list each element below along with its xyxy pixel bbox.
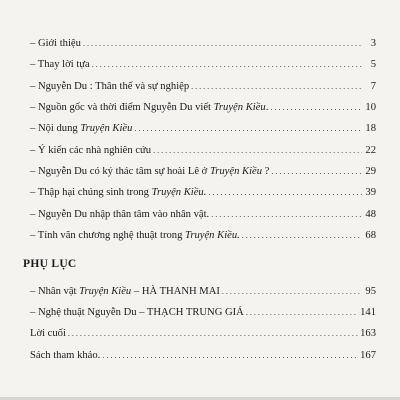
dot-leader <box>271 166 362 178</box>
entry-dash: – <box>30 286 38 297</box>
toc-entry <box>30 207 376 221</box>
dot-leader <box>211 209 362 221</box>
toc-entry <box>30 100 376 114</box>
dot-leader <box>153 145 362 157</box>
dot-leader <box>270 102 362 114</box>
page-number: 95 <box>365 286 376 297</box>
page-number: 7 <box>370 81 376 92</box>
dot-leader <box>102 350 358 362</box>
page-number: 141 <box>360 307 376 318</box>
page-number: 3 <box>370 38 376 49</box>
entry-text: Nghệ thuật Nguyễn Du – THẠCH TRUNG GIẢ <box>37 307 244 318</box>
toc-entry <box>30 79 376 93</box>
appendix-heading: PHỤ LỤC <box>23 258 77 270</box>
page-number: 163 <box>360 328 376 339</box>
entry-dash: – <box>30 230 38 241</box>
toc-entry-title <box>30 209 209 221</box>
toc-entry <box>30 185 376 199</box>
entry-dash: – <box>30 81 38 92</box>
entry-dash: – <box>30 187 38 198</box>
entry-text: Sách tham khảo. <box>30 350 101 361</box>
entry-italic-title: Truyện Kiều. <box>151 187 207 198</box>
toc-entry <box>30 143 376 157</box>
dot-leader <box>222 286 362 298</box>
toc-entry <box>30 348 376 362</box>
toc-entry-title <box>30 187 206 199</box>
toc-entry-title <box>30 166 269 178</box>
entry-dash: – <box>30 166 38 177</box>
toc-entry <box>30 164 376 178</box>
entry-text: Nguyễn Du nhập thân tâm vào nhân vật. <box>37 209 210 220</box>
entry-suffix: ? <box>262 166 270 177</box>
toc-entry <box>30 228 376 242</box>
entry-text: Nhân vật <box>37 286 80 297</box>
entry-italic-title: Truyện Kiều <box>209 166 263 177</box>
page-number: 39 <box>365 187 376 198</box>
entry-dash: – <box>30 38 38 49</box>
entry-dash: – <box>30 145 38 156</box>
toc-entry <box>30 121 376 135</box>
dot-leader <box>242 230 362 242</box>
toc-entry <box>30 305 376 319</box>
entry-dash: – <box>30 307 38 318</box>
page-number: 5 <box>370 59 376 70</box>
dot-leader <box>134 123 362 135</box>
toc-entry-title <box>30 145 151 157</box>
entry-suffix: . <box>265 102 269 113</box>
page-number: 68 <box>365 230 376 241</box>
toc-entry <box>30 326 376 340</box>
dot-leader <box>92 59 362 71</box>
toc-entry-title <box>30 230 240 242</box>
entry-text: Lời cuối <box>30 328 66 339</box>
entry-text: Nguyễn Du có ký thác tâm sự hoài Lê ở <box>37 166 210 177</box>
dot-leader <box>83 38 362 50</box>
toc-entry-title <box>30 81 189 93</box>
page-number: 10 <box>365 102 376 113</box>
dot-leader <box>208 187 362 199</box>
entry-text: Thay lời tựa <box>37 59 90 70</box>
entry-italic-title: Truyện Kiều <box>80 123 133 134</box>
page-number: 22 <box>365 145 376 156</box>
entry-text: Tính văn chương nghệ thuật trong <box>37 230 186 241</box>
dot-leader <box>191 81 362 93</box>
entry-text: Nguyễn Du : Thân thế và sự nghiệp <box>37 81 190 92</box>
entry-dash: – <box>30 59 38 70</box>
toc-entry <box>30 57 376 71</box>
toc-entry-title <box>30 123 132 135</box>
entry-suffix: – HÀ THANH MAI <box>131 286 220 297</box>
page-number: 18 <box>365 123 376 134</box>
entry-text: Giới thiệu <box>37 38 81 49</box>
page-number: 48 <box>365 209 376 220</box>
entry-text: Nội dung <box>37 123 81 134</box>
entry-italic-title: Truyện Kiều <box>79 286 132 297</box>
entry-dash: – <box>30 123 38 134</box>
toc-entry-title <box>30 38 81 50</box>
toc-entry-title <box>30 350 100 362</box>
toc-entry <box>30 36 376 50</box>
toc-entry-title <box>30 286 220 298</box>
page-number: 167 <box>360 350 376 361</box>
entry-italic-title: Truyện Kiều <box>213 102 266 113</box>
dot-leader <box>246 307 358 319</box>
entry-italic-title: Truyện Kiều. <box>185 230 240 241</box>
toc-entry-title <box>30 59 90 71</box>
entry-text: Thập hại chúng sinh trong <box>37 187 152 198</box>
entry-text: Ý kiến các nhà nghiên cứu <box>37 145 152 156</box>
toc-entry-title <box>30 328 66 340</box>
toc-entry-title <box>30 102 268 114</box>
toc-entry <box>30 284 376 298</box>
entry-text: Nguồn gốc và thời điểm Nguyễn Du viết <box>37 102 214 113</box>
toc-entry-title <box>30 307 244 319</box>
entry-dash: – <box>30 209 38 220</box>
entry-dash: – <box>30 102 38 113</box>
page-number: 29 <box>365 166 376 177</box>
dot-leader <box>68 328 358 340</box>
